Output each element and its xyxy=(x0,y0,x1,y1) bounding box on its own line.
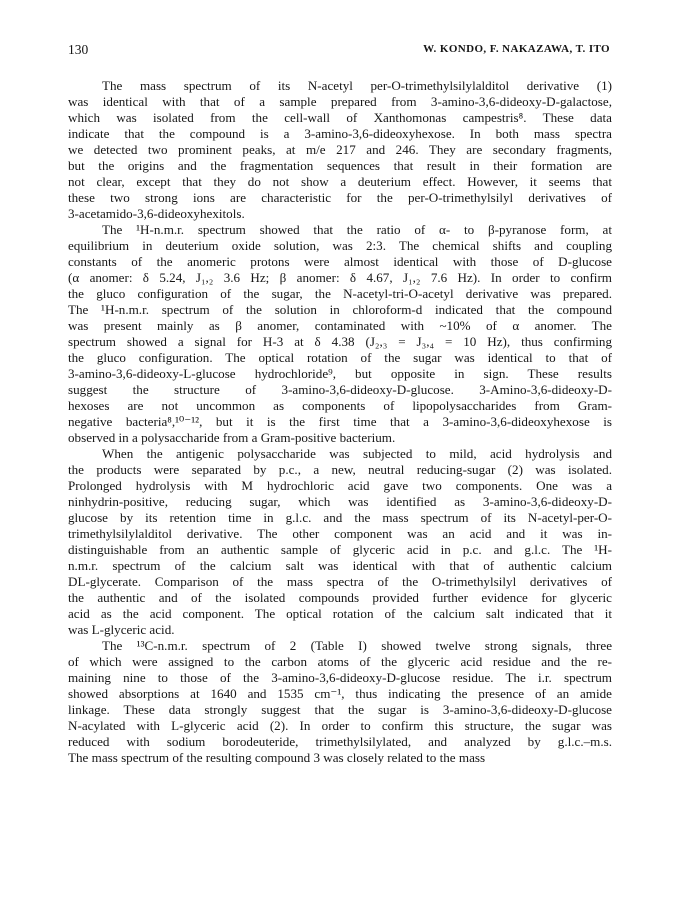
text-line: constants of the anomeric protons were almost identical with those of D-glucose xyxy=(68,254,612,269)
text-line: linkage. These data strongly suggest that the sugar is 3-amino-3,6-dideoxy-D-glucose xyxy=(68,702,612,717)
paragraph xyxy=(68,638,612,766)
text-line: The ¹H-n.m.r. spectrum showed that the ratio of α- to β-pyranose form, at xyxy=(102,222,612,237)
text-line: showed absorptions at 1640 and 1535 cm⁻¹, thus indicating the presence of an amide xyxy=(68,686,612,701)
text-line: The mass spectrum of the resulting compound 3 was closely related to the mass xyxy=(68,750,486,765)
text-line: glucose by its retention time in g.l.c. and the mass spectrum of its N-acetyl-per-O- xyxy=(68,510,612,525)
text-line: trimethylsilylalditol derivative. The other component was an acid and it was in- xyxy=(68,526,612,541)
text-line: maining nine to those of the 3-amino-3,6-dideoxy-D-glucose residue. The i.r. spectrum xyxy=(68,670,612,685)
text-line: negative bacteria⁸,¹⁰⁻¹², but it is the first time that a 3-amino-3,6-dideoxyhexose is xyxy=(68,414,612,429)
text-line: DL-glycerate. Comparison of the mass spectra of the O-trimethylsilyl derivatives of xyxy=(68,574,612,589)
text-line: distinguishable from an authentic sample of glyceric acid in p.c. and g.l.c. The ¹H- xyxy=(68,542,612,557)
page-number: 130 xyxy=(68,42,89,57)
text-line: hexoses are not uncommon as components of lipopolysaccharides from Gram- xyxy=(68,398,612,413)
text-line: 3-amino-3,6-dideoxy-L-glucose hydrochloride⁹, but opposite in sign. These results xyxy=(68,366,612,381)
text-line: the authentic and of the isolated compounds provided further evidence for glyceric xyxy=(68,590,612,605)
text-line: The ¹H-n.m.r. spectrum of the solution in chloroform-d indicated that the compound xyxy=(68,302,612,317)
text-line: 3-acetamido-3,6-dideoxyhexitols. xyxy=(68,206,245,221)
text-line: the gluco configuration of the sugar, the N-acetyl-tri-O-acetyl derivative was prepared. xyxy=(68,286,612,301)
text-line: but the origins and the fragmentation sequences that result in their formation are xyxy=(68,158,612,173)
text-line: N-acylated with L-glyceric acid (2). In order to confirm this structure, the sugar was xyxy=(68,718,612,733)
text-line: acid as the acid component. The optical rotation of the calcium salt indicated that it xyxy=(68,606,612,621)
text-line: of which were assigned to the carbon atoms of the glyceric acid residue and the re- xyxy=(68,654,612,669)
text-line: was identical with that of a sample prepared from 3-amino-3,6-dideoxy-D-galactose, xyxy=(68,94,612,109)
text-line: which was isolated from the cell-wall of Xanthomonas campestris⁸. These data xyxy=(68,110,612,125)
text-line: not clear, except that they do not show a deuterium effect. However, it seems that xyxy=(68,174,612,189)
paragraph xyxy=(68,222,612,446)
text-line: The mass spectrum of its N-acetyl per-O-trimethylsilylalditol derivative (1) xyxy=(102,78,612,93)
text-line: was L-glyceric acid. xyxy=(68,622,175,637)
text-line: spectrum showed a signal for H-3 at δ 4.38 (J₂,₃ = J₃,₄ = 10 Hz), thus confirming xyxy=(68,334,612,349)
text-line: ninhydrin-positive, reducing sugar, which was identified as 3-amino-3,6-dideoxy-D- xyxy=(68,494,612,509)
text-line: suggest the structure of 3-amino-3,6-dideoxy-D-glucose. 3-Amino-3,6-dideoxy-D- xyxy=(68,382,612,397)
text-line: these two strong ions are characteristic for the per-O-trimethylsilyl derivatives of xyxy=(68,190,612,205)
text-line: Prolonged hydrolysis with M hydrochloric acid gave two components. One was a xyxy=(68,478,612,493)
text-line: indicate that the compound is a 3-amino-3,6-dideoxyhexose. In both mass spectra xyxy=(68,126,612,141)
running-head-authors: W. KONDO, F. NAKAZAWA, T. ITO xyxy=(423,43,610,55)
paragraph xyxy=(68,446,612,638)
paragraph xyxy=(68,78,612,222)
text-line: we detected two prominent peaks, at m/e 217 and 246. They are secondary fragments, xyxy=(68,142,612,157)
body-text xyxy=(68,78,612,766)
text-line: reduced with sodium borodeuteride, trimethylsilylated, and analyzed by g.l.c.–m.s. xyxy=(68,734,612,749)
text-line: observed in a polysaccharide from a Gram-positive bacterium. xyxy=(68,430,396,445)
text-line: The ¹³C-n.m.r. spectrum of 2 (Table I) showed twelve strong signals, three xyxy=(102,638,612,653)
text-line: n.m.r. spectrum of the calcium salt was identical with that of authentic calcium xyxy=(68,558,612,573)
running-head xyxy=(68,42,610,58)
text-line: When the antigenic polysaccharide was subjected to mild, acid hydrolysis and xyxy=(102,446,612,461)
text-line: the products were separated by p.c., a new, neutral reducing-sugar (2) was isolated. xyxy=(68,462,612,477)
text-line: the gluco configuration. The optical rotation of the sugar was identical to that of xyxy=(68,350,612,365)
text-line: was present mainly as β anomer, contaminated with ~10% of α anomer. The xyxy=(68,318,612,333)
text-line: equilibrium in deuterium oxide solution, was 2:3. The chemical shifts and coupling xyxy=(68,238,612,253)
text-line: (α anomer: δ 5.24, J₁,₂ 3.6 Hz; β anomer: δ 4.67, J₁,₂ 7.6 Hz). In order to confirm xyxy=(68,270,612,285)
